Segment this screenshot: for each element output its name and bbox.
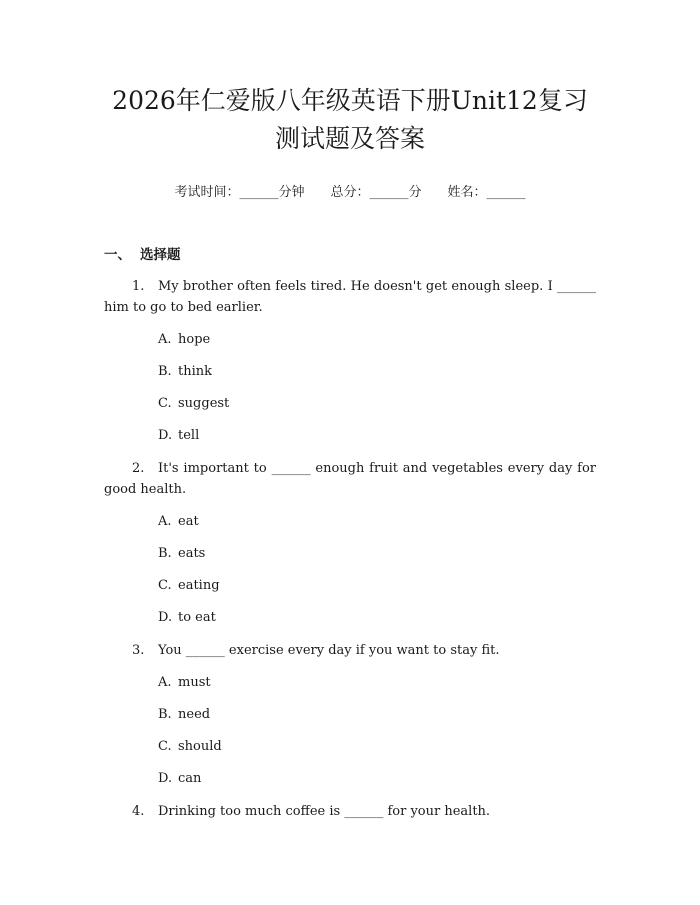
option-c: C. should: [158, 739, 222, 754]
question-number: 2.: [132, 461, 145, 476]
option-a: A. must: [158, 675, 211, 690]
title-line-1: 2026年仁爱版八年级英语下册Unit12复习: [112, 86, 588, 115]
question-body: It's important to ______ enough fruit and vegetables every day for good health.: [104, 461, 596, 497]
title-line-2: 测试题及答案: [274, 124, 425, 153]
question-3: [104, 640, 596, 789]
question-body: Drinking too much coffee is ______ for your health.: [158, 804, 491, 819]
question-text: [104, 276, 596, 318]
total-score-label: 总分：______分: [330, 185, 422, 200]
option-list: [104, 511, 596, 628]
option-list: [104, 329, 596, 446]
question-2: [104, 458, 596, 628]
question-text: [104, 458, 596, 500]
option-b: B. eats: [158, 546, 206, 561]
option-a: A. hope: [158, 332, 211, 347]
section-title: 选择题: [140, 247, 181, 263]
option-d: D. to eat: [158, 610, 216, 625]
exam-info: [104, 184, 596, 202]
question-number: 1.: [132, 279, 145, 294]
question-body: My brother often feels tired. He doesn't get enough sleep. I ______ him to go to bed earlier.: [104, 279, 596, 315]
question-text: [104, 801, 596, 822]
page-title: [104, 0, 596, 158]
option-d: D. tell: [158, 428, 200, 443]
question-text: [104, 640, 596, 661]
question-number: 4.: [132, 804, 145, 819]
section-number: 一、: [104, 247, 131, 263]
option-list: [104, 672, 596, 789]
option-b: B. think: [158, 364, 213, 379]
exam-time-label: 考试时间：______分钟: [174, 185, 305, 200]
option-d: D. can: [158, 771, 202, 786]
question-number: 3.: [132, 643, 145, 658]
option-b: B. need: [158, 707, 211, 722]
option-c: C. eating: [158, 578, 220, 593]
question-1: [104, 276, 596, 446]
option-c: C. suggest: [158, 396, 230, 411]
name-label: 姓名：______: [447, 185, 526, 200]
option-a: A. eat: [158, 514, 199, 529]
section-heading: [104, 246, 596, 264]
question-body: You ______ exercise every day if you want to stay fit.: [158, 643, 500, 658]
question-4: [104, 801, 596, 822]
